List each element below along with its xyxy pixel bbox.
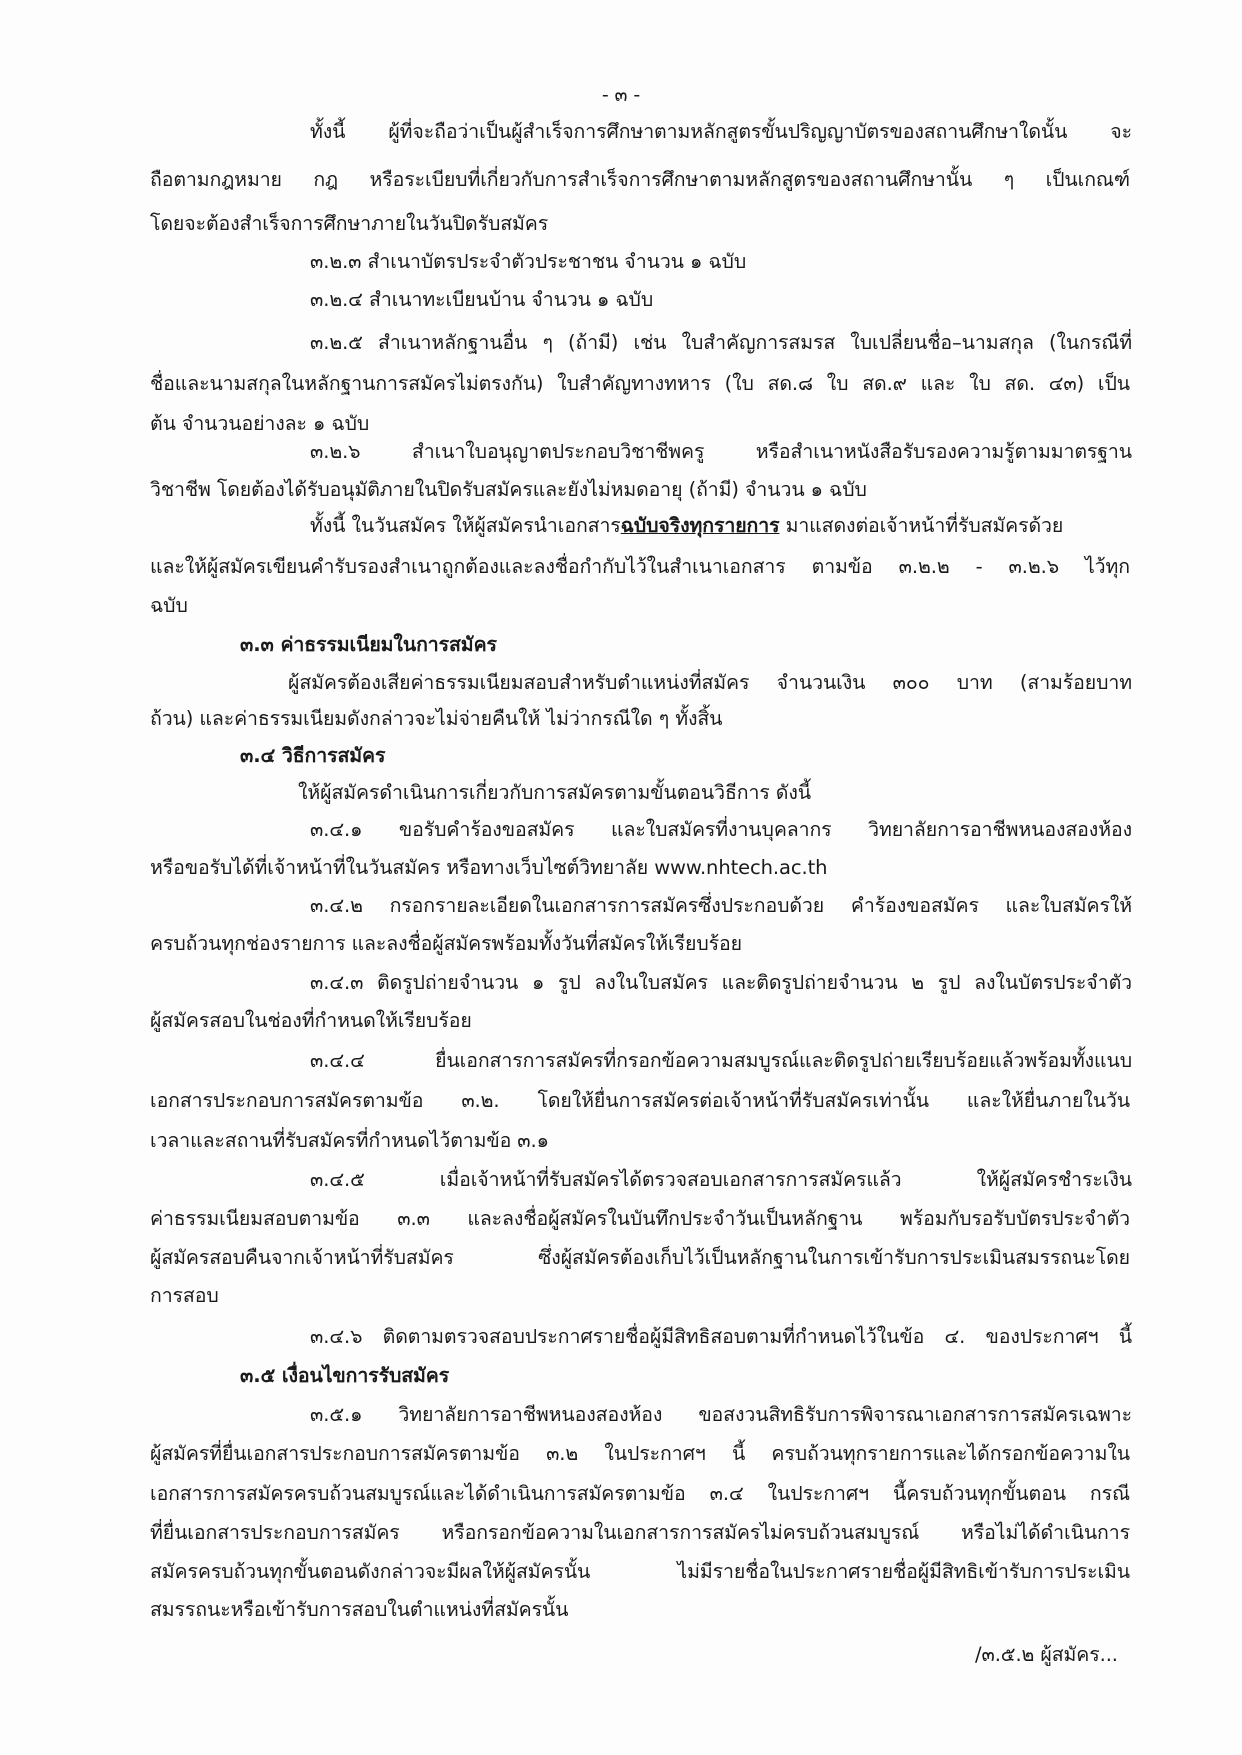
paragraph-line: ต้น จำนวนอย่างละ ๑ ฉบับ [150,412,370,435]
paragraph-line: ที่ยื่นเอกสารประกอบการสมัคร หรือกรอกข้อความในเอกสารการสมัครไม่ครบถ้วนสมบูรณ์ หรือไม่ได้ดำเนินการ [150,1521,1130,1544]
paragraph-line: วิชาชีพ โดยต้องได้รับอนุมัติภายในปิดรับสมัครและยังไม่หมดอายุ (ถ้ามี) จำนวน ๑ ฉบับ [150,478,867,501]
list-item: ๓.๕.๑ วิทยาลัยการอาชีพหนองสองห้อง ขอสงวนสิทธิรับการพิจารณาเอกสารการสมัครเฉพาะ [310,1403,1132,1426]
paragraph-line: โดยจะต้องสำเร็จการศึกษาภายในวันปิดรับสมัคร [150,212,549,235]
paragraph-line: ถือตามกฎหมาย กฎ หรือระเบียบที่เกี่ยวกับการสำเร็จการศึกษาตามหลักสูตรของสถานศึกษานั้น ๆ เป็นเกณฑ์ [150,168,1130,191]
list-item: ๓.๔.๔ ยื่นเอกสารการสมัครที่กรอกข้อความสมบูรณ์และติดรูปถ่ายเรียบร้อยแล้วพร้อมทั้งแนบ [310,1049,1132,1072]
continuation-note: /๓.๕.๒ ผู้สมัคร... [975,1643,1118,1666]
list-item: ๓.๔.๕ เมื่อเจ้าหน้าที่รับสมัครได้ตรวจสอบเอกสารการสมัครแล้ว ให้ผู้สมัครชำระเงิน [310,1168,1132,1191]
paragraph-line: สมรรถนะหรือเข้ารับการสอบในตำแหน่งที่สมัครนั้น [150,1598,569,1621]
paragraph-line: เวลาและสถานที่รับสมัครที่กำหนดไว้ตามข้อ ๓.๑ [150,1129,549,1152]
paragraph-line: สมัครครบถ้วนทุกขั้นตอนดังกล่าวจะมีผลให้ผู้สมัครนั้น ไม่มีรายชื่อในประกาศรายชื่อผู้มีสิทธิเข้ารับการประเมิน [150,1560,1130,1583]
section-heading: ๓.๕ เงื่อนไขการรับสมัคร [240,1364,450,1387]
paragraph-line: ชื่อและนามสกุลในหลักฐานการสมัครไม่ตรงกัน) ใบสำคัญทางทหาร (ใบ สด.๘ ใบ สด.๙ และ ใบ สด. ๔๓) เป็น [150,372,1130,395]
paragraph-line: ฉบับ [150,594,188,617]
paragraph-line: ผู้สมัครสอบในช่องที่กำหนดให้เรียบร้อย [150,1009,472,1032]
paragraph-line: เอกสารประกอบการสมัครตามข้อ ๓.๒. โดยให้ยื่นการสมัครต่อเจ้าหน้าที่รับสมัครเท่านั้น และให้ยื่นภายในวัน [150,1089,1130,1112]
list-item: ๓.๔.๓ ติดรูปถ่ายจำนวน ๑ รูป ลงในใบสมัคร และติดรูปถ่ายจำนวน ๒ รูป ลงในบัตรประจำตัว [310,971,1132,994]
paragraph-text: ทั้งนี้ ในวันสมัคร ให้ผู้สมัครนำเอกสาร [310,514,621,537]
paragraph-line: ให้ผู้สมัครดำเนินการเกี่ยวกับการสมัครตามขั้นตอนวิธีการ ดังนี้ [298,781,812,804]
list-item: ๓.๒.๕ สำเนาหลักฐานอื่น ๆ (ถ้ามี) เช่น ใบสำคัญการสมรส ใบเปลี่ยนชื่อ–นามสกุล (ในกรณีที่ [310,331,1132,354]
list-item: ๓.๔.๖ ติดตามตรวจสอบประกาศรายชื่อผู้มีสิทธิสอบตามที่กำหนดไว้ในข้อ ๔. ของประกาศฯ นี้ [310,1325,1132,1348]
paragraph-line: การสอบ [150,1284,219,1307]
paragraph-line: และให้ผู้สมัครเขียนคำรับรองสำเนาถูกต้องและลงชื่อกำกับไว้ในสำเนาเอกสาร ตามข้อ ๓.๒.๒ - ๓.๒.๖ ไว้ทุก [150,555,1130,578]
paragraph-line: ผู้สมัครที่ยื่นเอกสารประกอบการสมัครตามข้อ ๓.๒ ในประกาศฯ นี้ ครบถ้วนทุกรายการและได้กรอกข้อความใน [150,1442,1130,1465]
section-heading: ๓.๔ วิธีการสมัคร [240,744,386,767]
paragraph-line: ถ้วน) และค่าธรรมเนียมดังกล่าวจะไม่จ่ายคืนให้ ไม่ว่ากรณีใด ๆ ทั้งสิ้น [150,707,723,730]
emphasis-text: ฉบับจริงทุกรายการ [620,514,780,537]
paragraph-line: ค่าธรรมเนียมสอบตามข้อ ๓.๓ และลงชื่อผู้สมัครในบันทึกประจำวันเป็นหลักฐาน พร้อมกับรอรับบัตรประจำตัว [150,1207,1130,1230]
paragraph-line: ครบถ้วนทุกช่องรายการ และลงชื่อผู้สมัครพร้อมทั้งวันที่สมัครให้เรียบร้อย [150,932,742,955]
paragraph-line: ทั้งนี้ ผู้ที่จะถือว่าเป็นผู้สำเร็จการศึกษาตามหลักสูตรขั้นปริญญาบัตรของสถานศึกษาใดนั้น จะ [310,120,1132,143]
list-item: ๓.๒.๔ สำเนาทะเบียนบ้าน จำนวน ๑ ฉบับ [310,288,654,311]
list-item: ๓.๔.๒ กรอกรายละเอียดในเอกสารการสมัครซึ่งประกอบด้วย คำร้องขอสมัคร และใบสมัครให้ [310,894,1132,917]
section-heading: ๓.๓ ค่าธรรมเนียมในการสมัคร [240,633,497,656]
paragraph-line: เอกสารการสมัครครบถ้วนสมบูรณ์และได้ดำเนินการสมัครตามข้อ ๓.๔ ในประกาศฯ นี้ครบถ้วนทุกขั้นตอน กรณี [150,1482,1130,1505]
paragraph-line: หรือขอรับได้ที่เจ้าหน้าที่ในวันสมัคร หรือทางเว็บไซต์วิทยาลัย www.nhtech.ac.th [150,856,828,879]
list-item: ๓.๒.๖ สำเนาใบอนุญาตประกอบวิชาชีพครู หรือสำเนาหนังสือรับรองความรู้ตามมาตรฐาน [310,440,1132,463]
paragraph-line: ผู้สมัครต้องเสียค่าธรรมเนียมสอบสำหรับตำแหน่งที่สมัคร จำนวนเงิน ๓๐๐ บาท (สามร้อยบาท [288,671,1132,694]
paragraph-text: มาแสดงต่อเจ้าหน้าที่รับสมัครด้วย [779,514,1064,537]
page-number: - ๓ - [601,84,641,106]
paragraph-line: ผู้สมัครสอบคืนจากเจ้าหน้าที่รับสมัคร ซึ่งผู้สมัครต้องเก็บไว้เป็นหลักฐานในการเข้ารับการประเมินสมรรถนะโดย [150,1246,1130,1269]
paragraph-line [310,511,1063,541]
list-item: ๓.๔.๑ ขอรับคำร้องขอสมัคร และใบสมัครที่งานบุคลากร วิทยาลัยการอาชีพหนองสองห้อง [310,818,1132,841]
list-item: ๓.๒.๓ สำเนาบัตรประจำตัวประชาชน จำนวน ๑ ฉบับ [310,250,747,273]
